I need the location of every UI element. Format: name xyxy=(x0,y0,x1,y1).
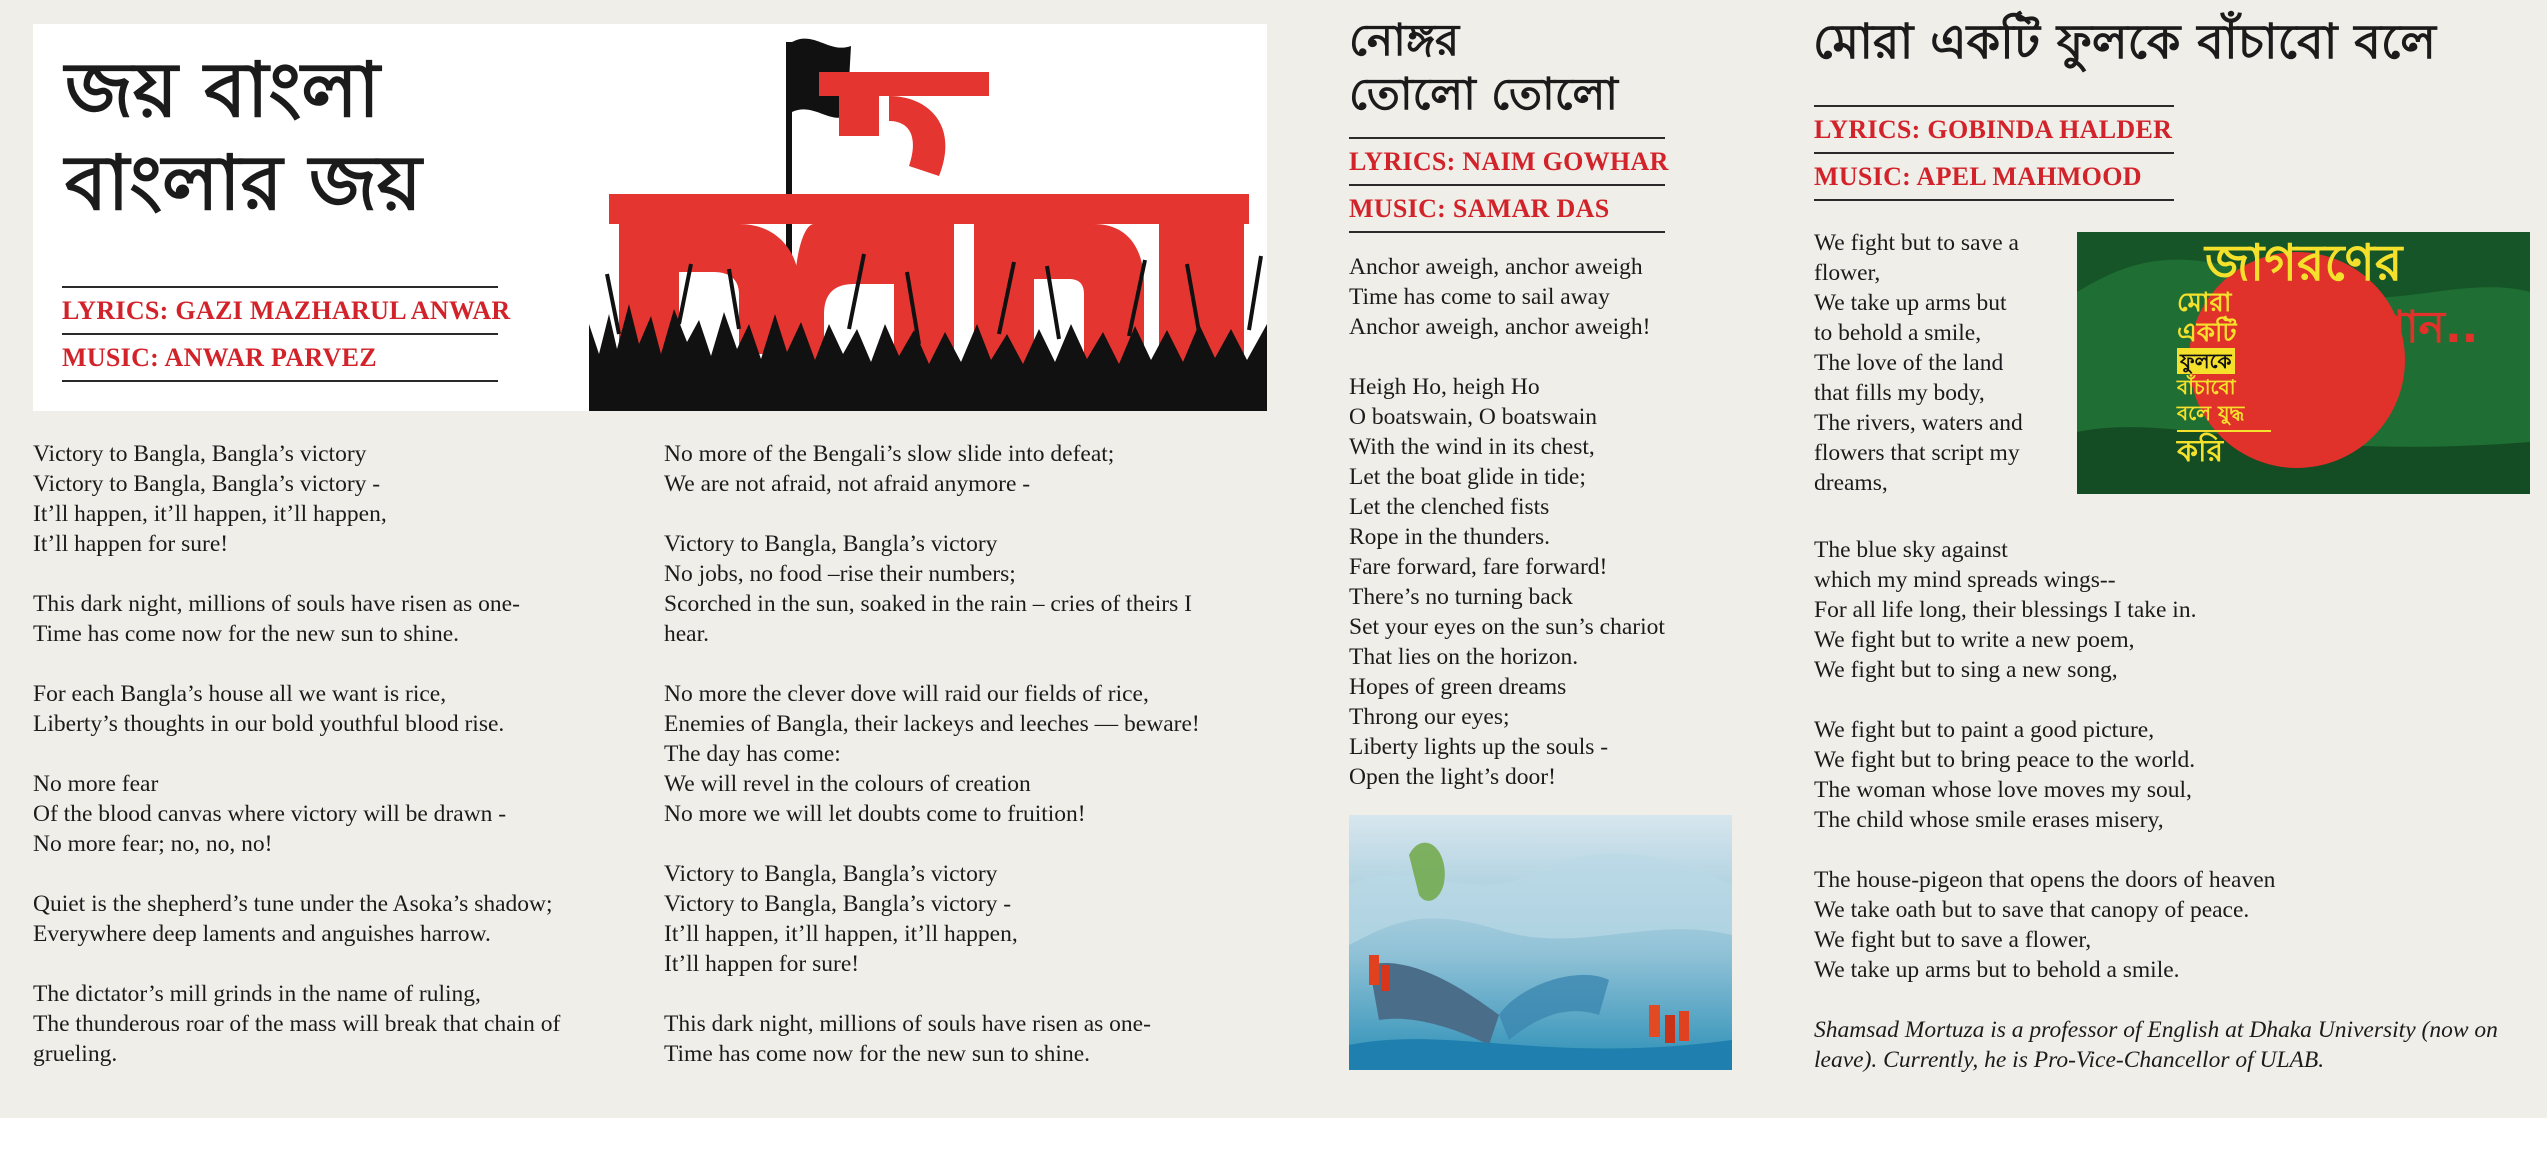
song2-title: নোঙ্গর তোলো তোলো xyxy=(1349,15,1619,120)
song1-lyrics-column1: Victory to Bangla, Bangla’s victory Victory to Bangla, Bangla’s victory - It’ll happen, it’ll happen, it’ll happen, It’ll happen for sure! This dark night, millions of souls have risen as one- Time has come now for the new sun to shine. For each Bangla’s house all we want is rice, Liberty’s thoughts in our bold youthful blood rise. No more fear Of the blood canvas where victory will be drawn - No more fear; no, no, no! Quiet is the shepherd’s tune under the Asoka’s shadow; Everywhere deep laments and anguishes harrow. The dictator’s mill grinds in the name of ruling, The thunderous roar of the mass will break that chain of grueling. xyxy=(33,441,561,1067)
jagoroner-gaan-poster xyxy=(2077,232,2530,494)
author-byline: Shamsad Mortuza is a professor of English at Dhaka University (now on leave). Currently, he is Pro-Vice-Chancellor of ULAB. xyxy=(1814,1017,2498,1073)
poster-line-6: করি xyxy=(2177,430,2271,472)
song3-music-credit: MUSIC: APEL MAHMOOD xyxy=(1814,154,2174,201)
poster-heading-right: গান.. xyxy=(2377,302,2479,353)
song1-music-credit: MUSIC: ANWAR PARVEZ xyxy=(62,335,498,382)
poster-line-2: একটি xyxy=(2177,318,2237,348)
song1-lyrics-column2: No more of the Bengali’s slow slide into defeat; We are not afraid, not afraid anymore - Victory to Bangla, Bangla’s victory No jobs, no food –rise their numbers; Scorched in the sun, soaked in the rain – cries of theirs I hear. No more the clever dove will raid our fields of rice, Enemies of Bangla, their lackeys and leeches — beware! The day has come: We will revel in the colours of creation No more we will let doubts come to fruition! Victory to Bangla, Bangla’s victory Victory to Bangla, Bangla’s victory - It’ll happen, it’ll happen, it’ll happen, It’ll happen for sure! This dark night, millions of souls have risen as one- Time has come now for the new sun to shine. xyxy=(664,441,1200,1067)
boat-painting xyxy=(1349,815,1732,1070)
joy-bangla-art-text: জয় বাংলা xyxy=(1009,139,1014,140)
song1-header-box xyxy=(33,24,1267,411)
song1-credits xyxy=(62,286,511,382)
song3-lyrics-rest: The blue sky against which my mind spreads wings-- For all life long, their blessings I take in. We fight but to write a new poem, We fight but to sing a new song, We fight but to paint a good picture, We fight but to bring peace to the world. The woman whose love moves my soul, The child whose smile erases misery, The house-pigeon that opens the doors of heaven We take oath but to save that canopy of peace. We fight but to save a flower, We take up arms but to behold a smile. xyxy=(1814,537,2276,983)
joy-bangla-illustration xyxy=(589,24,1267,411)
poster-line-1: মোরা xyxy=(2177,288,2232,318)
poster-lines xyxy=(2177,288,2271,472)
poster-line-5: বলে যুদ্ধ xyxy=(2177,401,2245,425)
song3-lyrics-top: We fight but to save a flower, We take up arms but to behold a smile, The love of the land that fills my body, The rivers, waters and flowers that script my dreams, xyxy=(1814,230,2023,496)
song3-lyrics-credit: LYRICS: GOBINDA HALDER xyxy=(1814,107,2174,154)
song1-lyrics-credit: LYRICS: GAZI MAZHARUL ANWAR xyxy=(62,288,498,335)
song2-lyrics-credit: LYRICS: NAIM GOWHAR xyxy=(1349,139,1665,186)
poster-line-3: ফুলকে xyxy=(2177,348,2235,374)
song2-music-credit: MUSIC: SAMAR DAS xyxy=(1349,186,1665,233)
poster-line-4: বাঁচাবো xyxy=(2177,375,2236,399)
song3-credits xyxy=(1814,105,2174,201)
song3-title: মোরা একটি ফুলকে বাঁচাবো বলে xyxy=(1813,14,2437,70)
poster-heading: জাগরণের xyxy=(2205,234,2403,292)
song2-credits xyxy=(1349,137,1669,233)
song1-title: জয় বাংলা বাংলার জয় xyxy=(65,45,422,227)
joy-bangla-red-lettering xyxy=(609,72,1249,364)
song2-lyrics: Anchor aweigh, anchor aweigh Time has come to sail away Anchor aweigh, anchor aweigh! Heigh Ho, heigh Ho O boatswain, O boatswain With the wind in its chest, Let the boat glide in tide; Let the clenched fists Rope in the thunders. Fare forward, fare forward! There’s no turning back Set your eyes on the sun’s chariot That lies on the horizon. Hopes of green dreams Throng our eyes; Liberty lights up the souls - Open the light’s door! xyxy=(1349,254,1665,790)
